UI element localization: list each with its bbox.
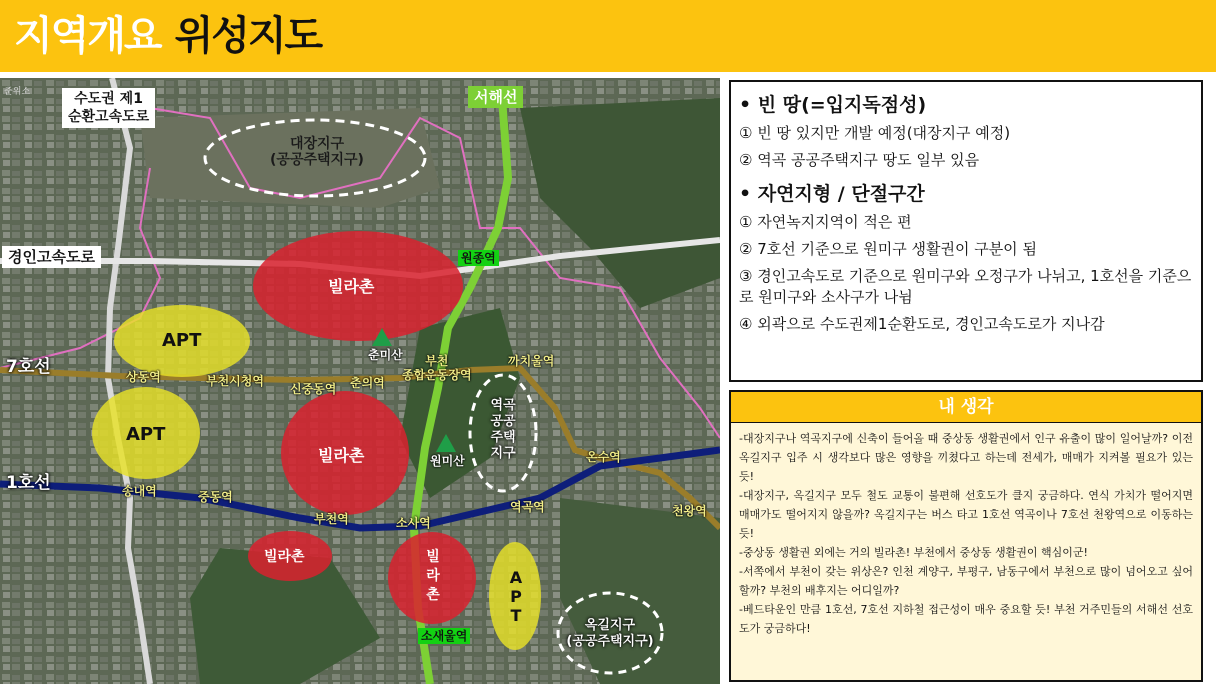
map-corner-text: 준위소 <box>4 87 31 97</box>
daejang-district-label: 대장지구 (공공주택지구) <box>270 136 364 168</box>
okgil-district-label: 옥길지구 (공공주택지구) <box>566 618 654 649</box>
station-sangdong[interactable]: 상동역 <box>126 370 161 384</box>
station-cheonwang[interactable]: 천왕역 <box>672 504 707 518</box>
info-item: ② 7호선 기준으로 원미구 생활권이 구분이 됨 <box>739 240 1037 258</box>
villa-label-southwest: 빌라촌 <box>264 549 305 565</box>
info-panel <box>729 80 1203 382</box>
thought-paragraph: -베드타운인 만큼 1호선, 7호선 지하철 접근성이 매우 중요할 듯! 부천 거주민들의 서해선 선호도가 궁금하다! <box>739 603 1193 635</box>
villa-label-center: 빌라촌 <box>318 446 365 465</box>
info-heading-terrain: • 자연지형 / 단절구간 <box>739 183 925 205</box>
mountain-label-chunmi: 춘미산 <box>368 348 403 362</box>
station-songnae[interactable]: 송내역 <box>122 484 157 498</box>
thoughts-body <box>731 423 1201 644</box>
gyeongin-expressway-label: 경인고속도로 <box>2 246 101 268</box>
thoughts-panel <box>729 390 1203 682</box>
page-title-part1: 지역개요 <box>14 13 161 59</box>
station-sosa[interactable]: 소사역 <box>396 516 431 530</box>
station-jungdong[interactable]: 중동역 <box>198 490 233 504</box>
satellite-map[interactable] <box>0 78 720 684</box>
thoughts-title: 내 생각 <box>731 392 1201 423</box>
thought-paragraph: -서쪽에서 부천이 갖는 위상은? 인천 계양구, 부평구, 남동구에서 부천으로 많이 넘어오고 싶어할까? 부천의 배후지는 어디일까? <box>739 565 1193 597</box>
station-bucheon-sports[interactable]: 부천 종합운동장역 <box>402 354 472 382</box>
page-title <box>14 8 321 64</box>
station-yeokgok[interactable]: 역곡역 <box>510 500 545 514</box>
station-sinjung[interactable]: 신중동역 <box>290 382 337 396</box>
header-bar <box>0 0 1216 72</box>
yeokgok-district-label: 역곡 공공 주택 지구 <box>490 398 516 461</box>
villa-label-south: 빌 라 촌 <box>426 549 440 603</box>
thought-paragraph: -중상동 생활권 외에는 거의 빌라촌! 부천에서 중상동 생활권이 핵심이군! <box>739 546 1088 559</box>
info-item: ③ 경인고속도로 기준으로 원미구와 오정구가 나뉘고, 1호선을 기준으로 원미구와 소사구가 나뉨 <box>739 267 1192 306</box>
mountain-label-wonmi: 원미산 <box>430 454 465 468</box>
info-item: ② 역곡 공공주택지구 땅도 일부 있음 <box>739 151 980 169</box>
info-heading-vacant-land: • 빈 땅(=입지독점성) <box>739 94 927 116</box>
station-bucheon-cityhall[interactable]: 부천시청역 <box>206 374 264 388</box>
apt-label-3: A P T <box>509 568 523 625</box>
station-onsu[interactable]: 온수역 <box>586 450 621 464</box>
info-item: ① 자연녹지지역이 적은 편 <box>739 213 912 231</box>
station-sosaeul[interactable]: 소새울역 <box>418 628 470 644</box>
station-bucheon[interactable]: 부천역 <box>314 512 349 526</box>
line1-label: 1호선 <box>6 473 51 493</box>
apt-label-1: APT <box>162 330 202 351</box>
line7-label: 7호선 <box>6 357 51 377</box>
seohae-line-label: 서해선 <box>468 86 523 108</box>
thought-paragraph: -대장지구나 역곡지구에 신축이 들어올 때 중상동 생활권에서 인구 유출이 많이 일어날까? 이전 옥길지구 입주 시 생각보다 많은 영향을 끼쳤다고 하는데 전세가, 매매가 지켜볼 필요가 있는 듯! <box>739 432 1193 483</box>
ring-expressway-label: 수도권 제1 순환고속도로 <box>62 88 155 128</box>
station-wonjong[interactable]: 원종역 <box>458 250 499 266</box>
station-kkachiul[interactable]: 까치울역 <box>508 354 555 368</box>
station-chunui[interactable]: 춘의역 <box>350 376 385 390</box>
villa-label-north: 빌라촌 <box>328 277 375 296</box>
apt-label-2: APT <box>126 424 166 445</box>
info-item: ① 빈 땅 있지만 개발 예정(대장지구 예정) <box>739 124 1011 142</box>
info-item: ④ 외곽으로 수도권제1순환도로, 경인고속도로가 지나감 <box>739 315 1105 333</box>
thought-paragraph: -대장지구, 옥길지구 모두 철도 교통이 불편해 선호도가 클지 궁금하다. 연식 가치가 떨어지면 매매가도 떨어지지 않을까? 옥길지구는 버스 타고 1호선 역곡이나 7호선 천왕역으로 이동하는 듯! <box>739 489 1193 540</box>
page-title-part2: 위성지도 <box>174 13 322 59</box>
